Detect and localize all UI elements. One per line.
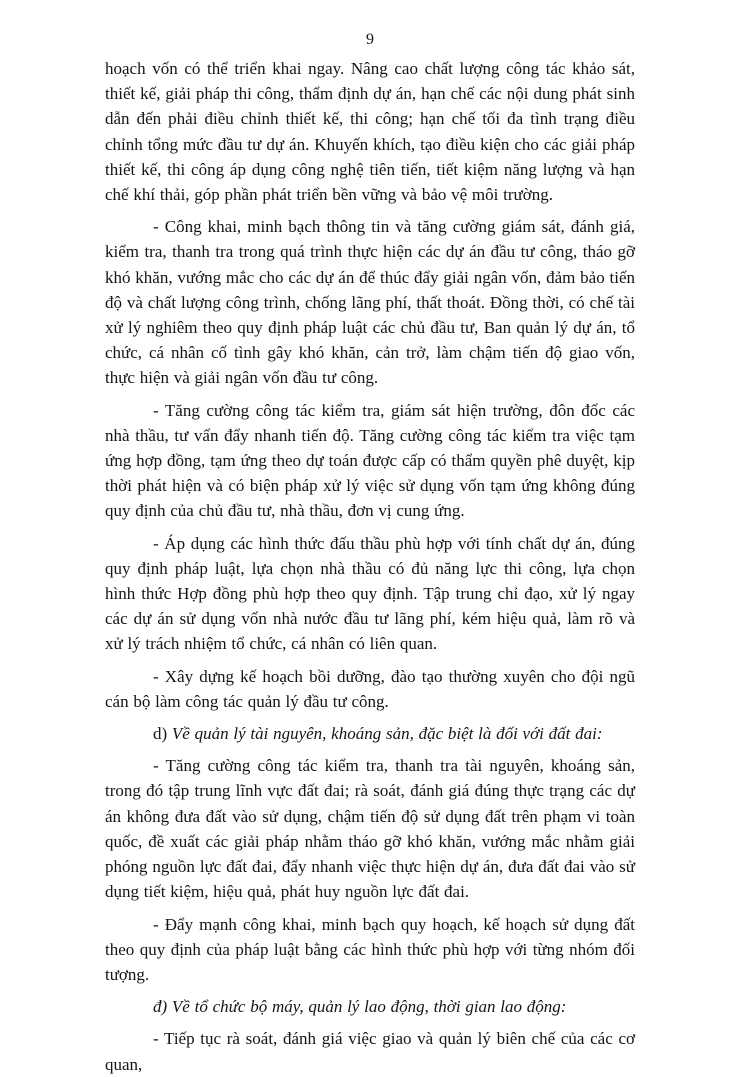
section-heading-dd — [105, 994, 635, 1019]
document-body — [105, 56, 635, 1077]
page-number: 9 — [366, 31, 374, 48]
section-heading-dd-prefix: đ) — [153, 997, 172, 1017]
paragraph-land-planning-publicity: - Đẩy mạnh công khai, minh bạch quy hoạch, kế hoạch sử dụng đất theo quy định của pháp luật bằng các hình thức phù hợp với từng nhóm đối tượng. — [105, 914, 635, 984]
section-heading-dd-text: Về tổ chức bộ máy, quản lý lao động, thời gian lao động: — [171, 997, 567, 1017]
paragraph-continued: hoạch vốn có thể triển khai ngay. Nâng cao chất lượng công tác khảo sát, thiết kế, giải pháp thi công, thẩm định dự án, hạn chế các nội dung phát sinh dẫn đến phải điều chỉnh thiết kế, thi công; hạn chế tối đa tình trạng điều chỉnh tổng mức đầu tư dự án. Khuyến khích, tạo điều kiện cho các giải pháp thiết kế, thi công áp dụng công nghệ tiên tiến, tiết kiệm năng lượng và hạn chế khí thải, góp phần phát triển bền vững và bảo vệ môi trường. — [105, 59, 635, 205]
paragraph-site-inspection: - Tăng cường công tác kiểm tra, giám sát hiện trường, đôn đốc các nhà thầu, tư vấn đẩy nhanh tiến độ. Tăng cường công tác kiểm tra việc tạm ứng hợp đồng, tạm ứng theo dự toán được cấp có thẩm quyền phê duyệt, kịp thời phát hiện và có biện pháp xử lý việc sử dụng vốn tạm ứng không đúng quy định của chủ đầu tư, nhà thầu, đơn vị cung ứng. — [105, 400, 635, 521]
section-heading-d — [105, 721, 635, 746]
paragraph-staffing-review: - Tiếp tục rà soát, đánh giá việc giao và quản lý biên chế của các cơ quan, — [105, 1029, 635, 1074]
section-heading-d-prefix: d) — [153, 724, 172, 744]
paragraph-training-plan: - Xây dựng kế hoạch bồi dưỡng, đào tạo thường xuyên cho đội ngũ cán bộ làm công tác quản lý đầu tư công. — [105, 666, 635, 711]
paragraph-bidding-forms: - Áp dụng các hình thức đấu thầu phù hợp với tính chất dự án, đúng quy định pháp luật, lựa chọn nhà thầu có đủ năng lực thi công, lựa chọn hình thức Hợp đồng phù hợp theo quy định. Tập trung chỉ đạo, xử lý ngay các dự án sử dụng vốn nhà nước đầu tư lãng phí, kém hiệu quả, làm rõ và xử lý trách nhiệm tổ chức, cá nhân có liên quan. — [105, 533, 635, 654]
paragraph-land-resources-inspection: - Tăng cường công tác kiểm tra, thanh tra tài nguyên, khoáng sản, trong đó tập trung lĩnh vực đất đai; rà soát, đánh giá đúng thực trạng các dự án không đưa đất vào sử dụng, chậm tiến độ sử dụng đất trên phạm vi toàn quốc, đề xuất các giải pháp nhằm tháo gỡ khó khăn, vướng mắc nhằm giải phóng nguồn lực đất đai, đẩy nhanh việc thực hiện dự án, đưa đất đai vào sử dụng tiết kiệm, hiệu quả, phát huy nguồn lực đất đai. — [105, 756, 635, 902]
paragraph-transparency-supervision: - Công khai, minh bạch thông tin và tăng cường giám sát, đánh giá, kiểm tra, thanh tra trong quá trình thực hiện các dự án đầu tư công, tháo gỡ khó khăn, vướng mắc cho các dự án để thúc đẩy giải ngân vốn, đảm bảo tiến độ và chất lượng công trình, chống lãng phí, thất thoát. Đồng thời, có chế tài xử lý nghiêm theo quy định pháp luật các chủ đầu tư, Ban quản lý dự án, tổ chức, cá nhân cố tình gây khó khăn, cản trở, làm chậm tiến độ giao vốn, thực hiện và giải ngân vốn đầu tư công. — [105, 217, 635, 388]
section-heading-d-text: Về quản lý tài nguyên, khoáng sản, đặc biệt là đối với đất đai: — [171, 724, 603, 744]
